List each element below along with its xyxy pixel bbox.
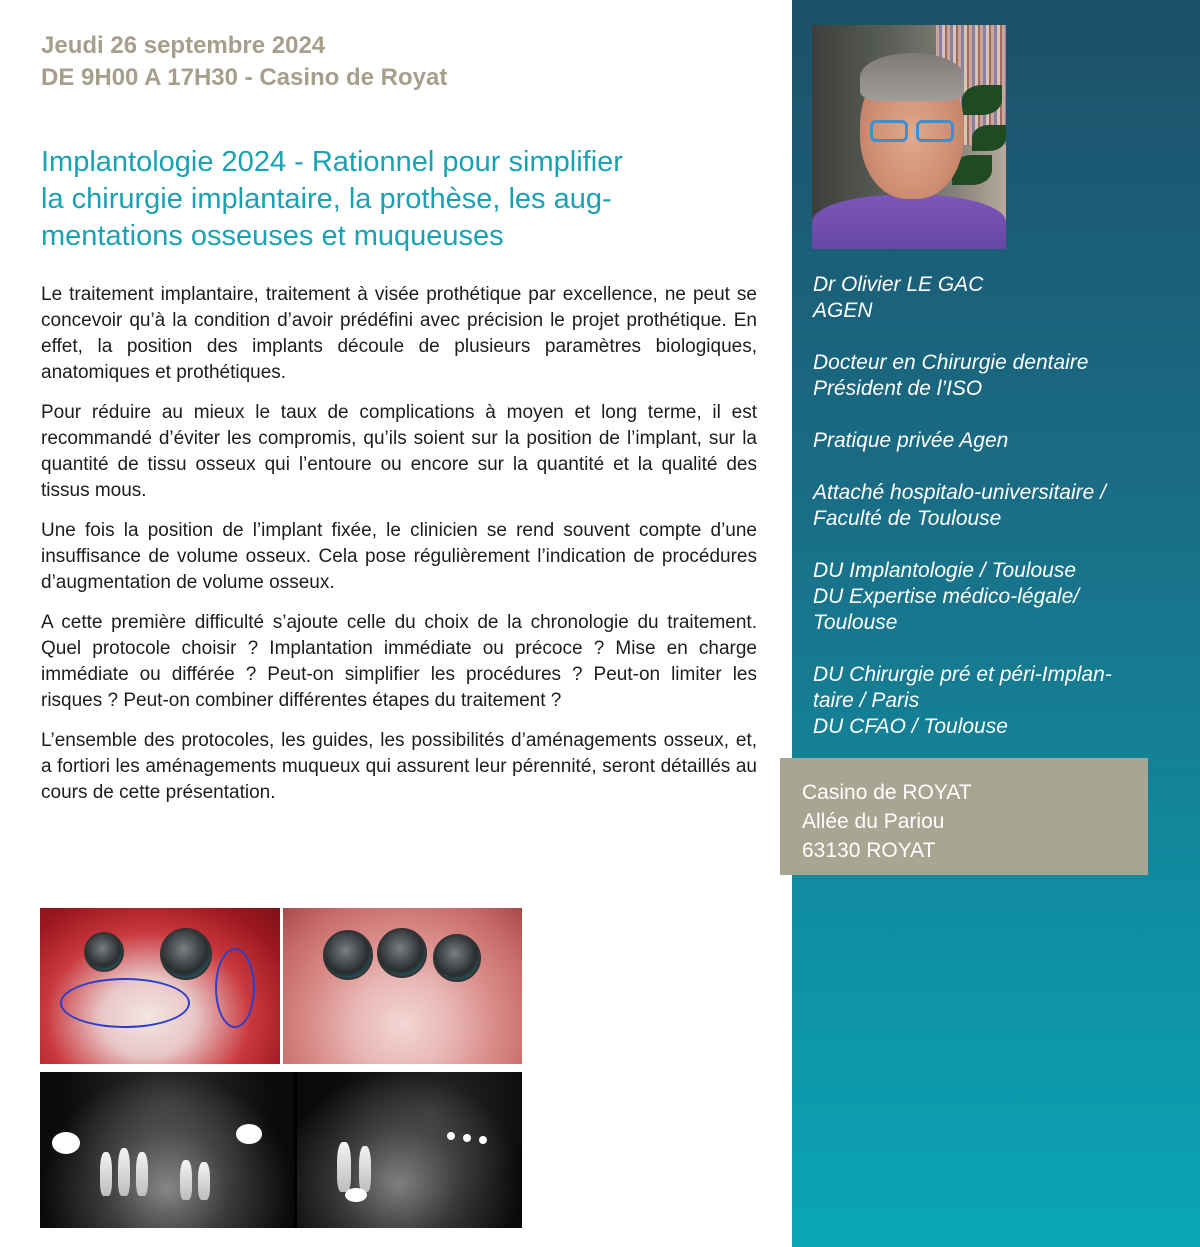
suture-image — [60, 978, 190, 1028]
address-line: 63130 ROYAT — [802, 839, 936, 862]
bio-line: Toulouse — [813, 611, 898, 634]
bio-line: DU Implantologie / Toulouse — [813, 559, 1077, 582]
speaker-bio — [813, 272, 1183, 766]
paragraph: Pour réduire au mieux le taux de complications à moyen et long terme, il est recommandé d’éviter les compromis, qu’ils soient sur la position de l’implant, sur la quantité de tissu osseux qui l’entoure ou encore sur la quantité et la qualité des tissus mous. — [41, 402, 757, 501]
event-date-block — [41, 30, 447, 94]
bio-group — [813, 662, 1183, 740]
cbct-xray — [297, 1072, 522, 1228]
bio-line: taire / Paris — [813, 689, 920, 712]
crown-shape — [345, 1188, 367, 1202]
bio-line: Pratique privée Agen — [813, 429, 1009, 452]
implant-image — [377, 928, 427, 978]
shirt-shape — [812, 195, 1006, 249]
panoramic-xray — [40, 1072, 294, 1228]
bio-line: Faculté de Toulouse — [813, 507, 1002, 530]
hair-shape — [860, 53, 964, 101]
tooth-shape — [180, 1160, 192, 1200]
bio-line: DU Expertise médico-légale/ — [813, 585, 1080, 608]
leaf-shape — [972, 125, 1006, 151]
tooth-shape — [118, 1148, 130, 1196]
bio-group — [813, 350, 1183, 402]
event-date: Jeudi 26 septembre 2024 — [41, 32, 326, 59]
speaker-name: Dr Olivier LE GAC — [813, 273, 984, 296]
speaker-city: AGEN — [813, 299, 873, 322]
speaker-portrait — [812, 25, 1006, 249]
event-time-place: DE 9H00 A 17H30 - Casino de Royat — [41, 64, 448, 91]
glasses-shape — [870, 120, 908, 142]
bio-line: DU CFAO / Toulouse — [813, 715, 1008, 738]
tooth-shape — [359, 1146, 371, 1192]
paragraph: A cette première difficulté s’ajoute celle du choix de la chronologie du traitement. Quel protocole choisir ? Implantation immédiate ou précoce ? Mise en charge immédiate ou différée ? Peut-on simplifier les procédures ? Peut-on limiter les risques ? Peut-on combiner différentes étapes du traitement ? — [41, 612, 757, 711]
crown-shape — [463, 1134, 471, 1142]
tooth-shape — [100, 1152, 112, 1196]
page-title — [41, 144, 771, 255]
bio-line: Docteur en Chirurgie dentaire — [813, 351, 1089, 374]
title-line-1: Implantologie 2024 - Rationnel pour simplifier — [41, 146, 623, 178]
paragraph: L’ensemble des protocoles, les guides, les possibilités d’aménagements osseux, et, a fortiori les aménagements muqueux qui assurent leur pérennité, seront détaillés au cours de cette présentation. — [41, 730, 757, 803]
bio-group — [813, 428, 1183, 454]
crown-shape — [236, 1124, 262, 1144]
implant-image — [84, 932, 124, 972]
tooth-shape — [136, 1152, 148, 1196]
suture-image — [215, 948, 255, 1028]
healed-gum-photo — [283, 908, 523, 1064]
paragraph: Une fois la position de l’implant fixée, le clinicien se rend souvent compte d’une insuffisance de volume osseux. Cela pose régulièrement l’indication de procédures d’augmentation de volume osseux. — [41, 520, 757, 593]
leaf-shape — [962, 85, 1002, 115]
implant-image — [323, 930, 373, 980]
crown-shape — [52, 1132, 80, 1154]
title-line-2: la chirurgie implantaire, la prothèse, les aug- — [41, 183, 612, 215]
speaker-sidebar — [792, 0, 1200, 1247]
crown-shape — [447, 1132, 455, 1140]
clinical-photos — [40, 908, 522, 1228]
bio-group — [813, 558, 1183, 636]
crown-shape — [479, 1136, 487, 1144]
implant-image — [160, 928, 212, 980]
address-line: Allée du Pariou — [802, 810, 945, 833]
bio-line: Attaché hospitalo-universitaire / — [813, 481, 1106, 504]
title-line-3: mentations osseuses et muqueuses — [41, 220, 504, 252]
speaker-identity — [813, 272, 1183, 324]
address-line: Casino de ROYAT — [802, 781, 972, 804]
paragraph: Le traitement implantaire, traitement à visée prothétique par excellence, ne peut se concevoir qu’à la condition d’avoir prédéfini avec précision le projet prothétique. En effet, la position des implants découle de plusieurs paramètres biologiques, anatomiques et prothétiques. — [41, 284, 757, 383]
intraoral-photos — [40, 908, 522, 1064]
glasses-shape — [916, 120, 954, 142]
xray-photos — [40, 1072, 522, 1228]
tooth-shape — [337, 1142, 351, 1192]
bio-group — [813, 480, 1183, 532]
implant-image — [433, 934, 481, 982]
surgery-photo — [40, 908, 280, 1064]
bio-line: DU Chirurgie pré et péri-Implan- — [813, 663, 1112, 686]
tooth-shape — [198, 1162, 210, 1200]
body-text — [41, 282, 757, 820]
bio-line: Président de l’ISO — [813, 377, 983, 400]
venue-address — [780, 758, 1148, 875]
